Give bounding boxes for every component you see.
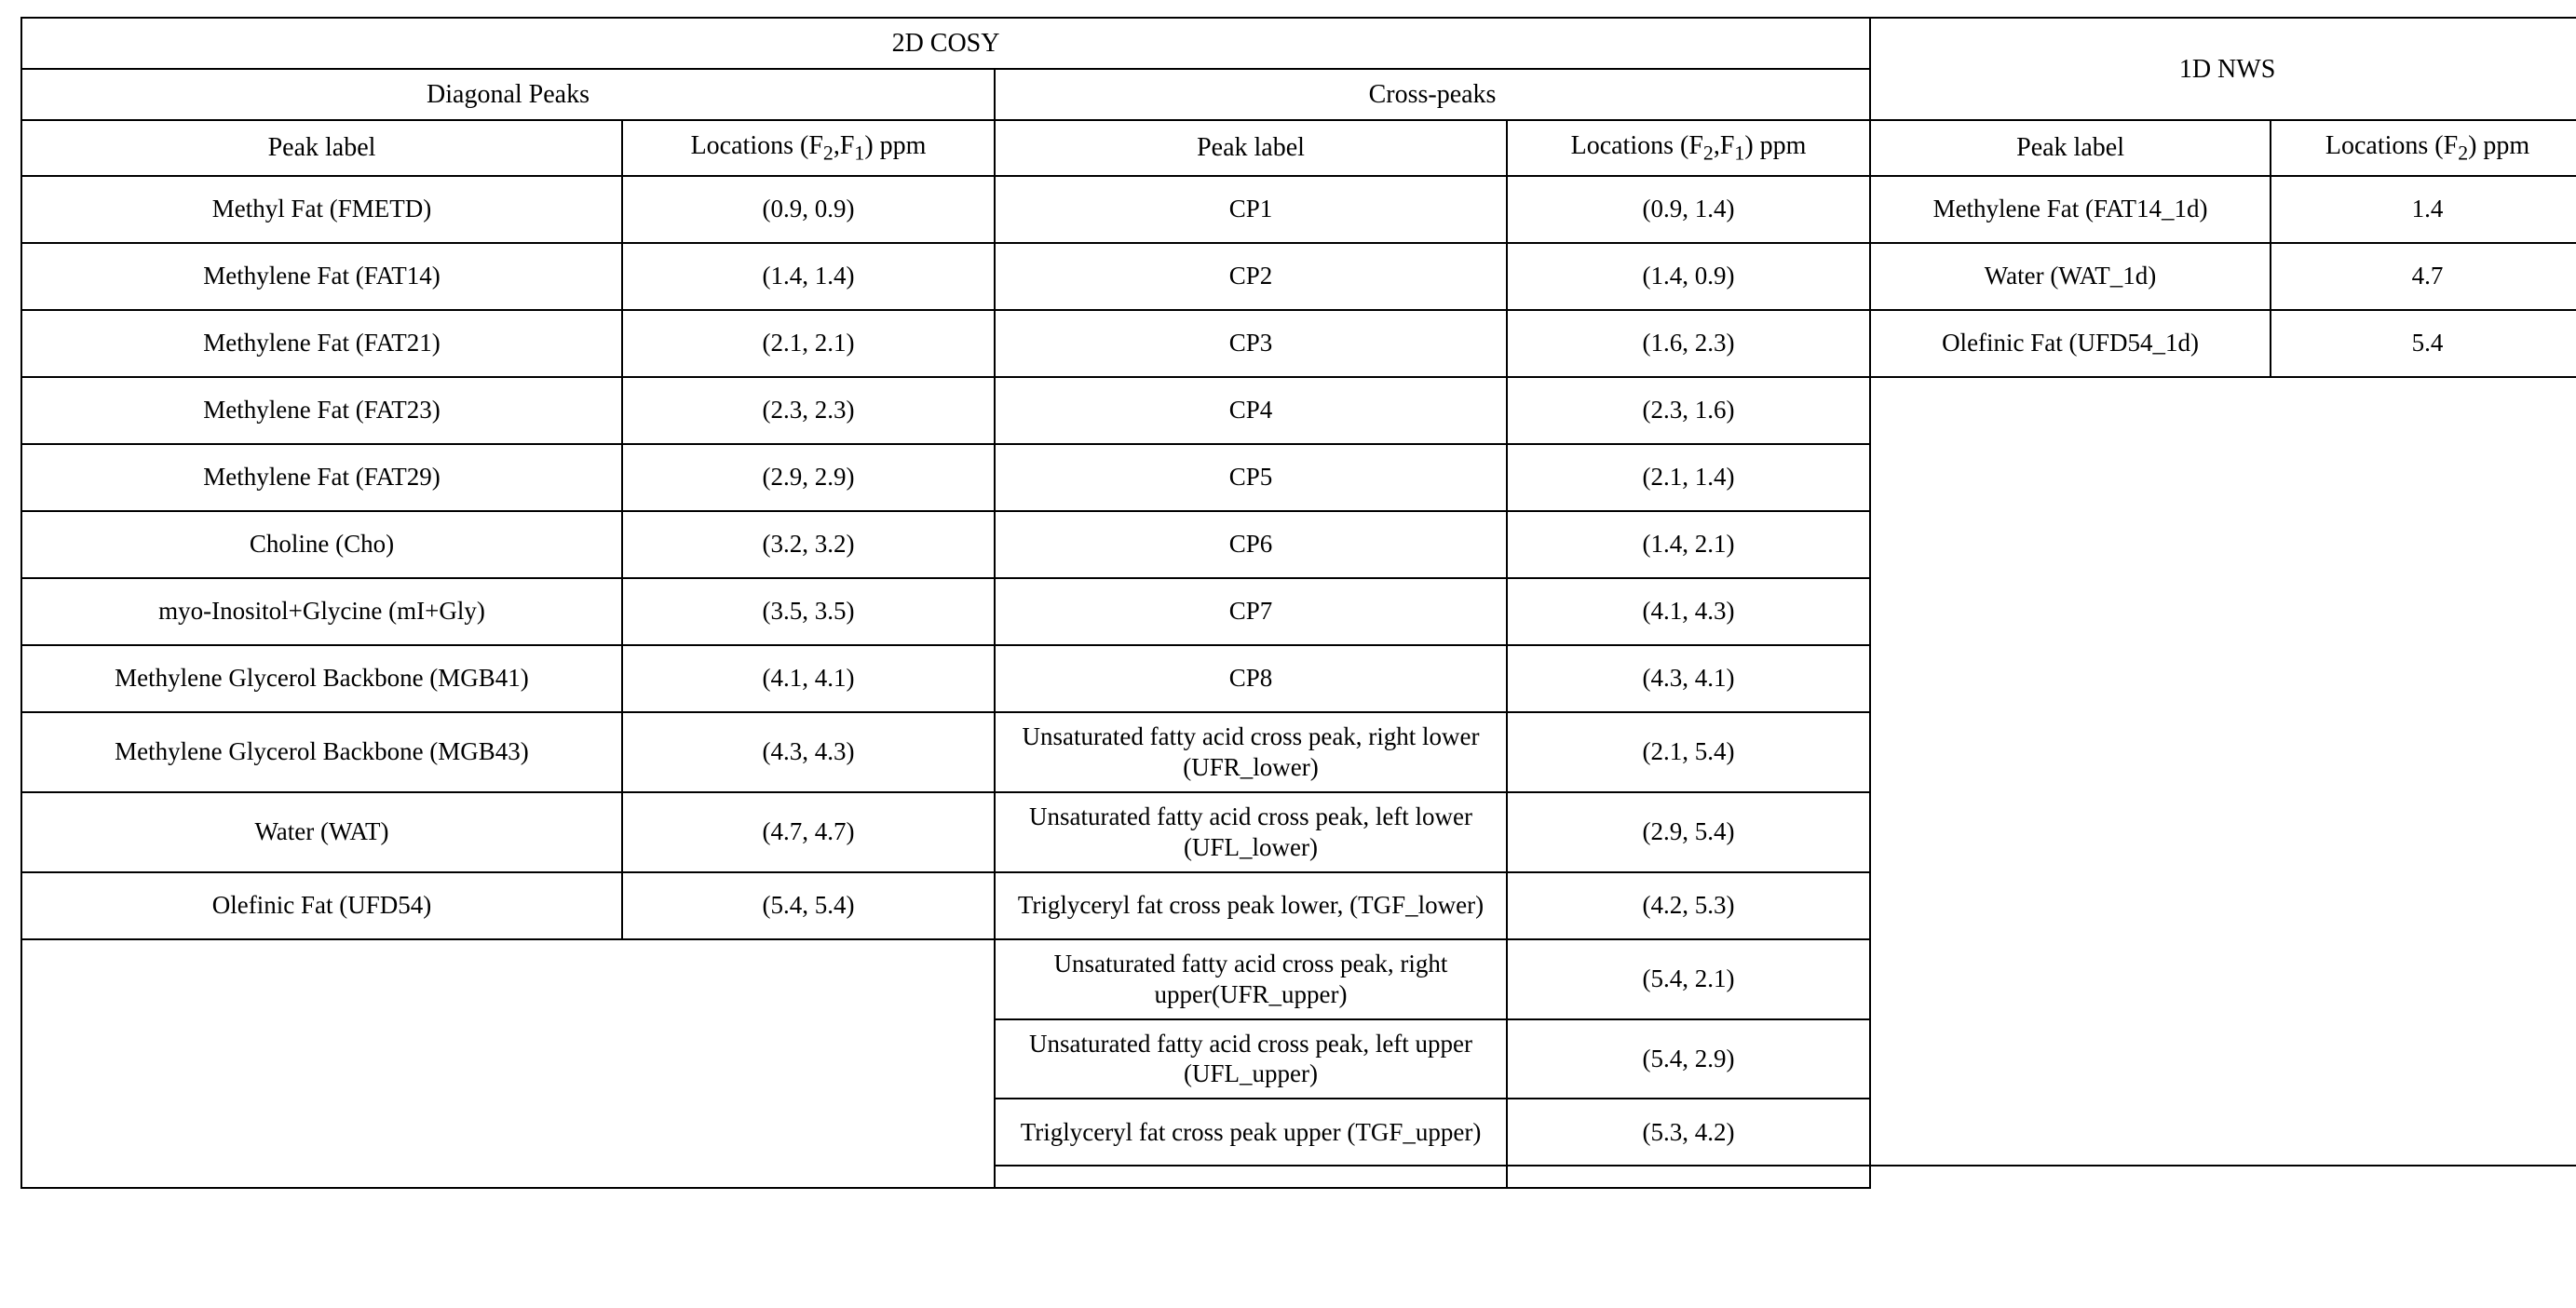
diagonal-peak-label: Olefinic Fat (UFD54) xyxy=(21,872,622,939)
nws-loc-post: ) ppm xyxy=(2468,131,2530,160)
empty-nws-area xyxy=(1870,377,2576,1166)
cross-loc-pre: Locations (F xyxy=(1570,131,1703,160)
cross-peak-label: CP1 xyxy=(995,176,1507,243)
diag-loc-pre: Locations (F xyxy=(690,131,823,160)
cross-peak-label: Unsaturated fatty acid cross peak, left lower (UFL_lower) xyxy=(995,792,1507,872)
nws-loc-sub: 2 xyxy=(2458,142,2469,165)
spacer-cell xyxy=(995,1166,1507,1188)
diag-loc-post: ) ppm xyxy=(864,131,927,160)
diagonal-peak-location: (4.1, 4.1) xyxy=(622,645,995,712)
nws-peak-label: Olefinic Fat (UFD54_1d) xyxy=(1870,310,2271,377)
diagonal-peak-location: (2.1, 2.1) xyxy=(622,310,995,377)
column-header-nws-locations xyxy=(2271,120,2576,176)
cross-loc-mid: ,F xyxy=(1713,131,1735,160)
diagonal-peak-location: (5.4, 5.4) xyxy=(622,872,995,939)
diagonal-peak-label: Methylene Glycerol Backbone (MGB43) xyxy=(21,712,622,792)
diagonal-peak-label: myo-Inositol+Glycine (mI+Gly) xyxy=(21,578,622,645)
cross-peak-label: CP5 xyxy=(995,444,1507,511)
diag-loc-sub1: 2 xyxy=(822,142,834,165)
cross-peak-location: (5.4, 2.1) xyxy=(1507,939,1870,1019)
diagonal-peak-label: Methylene Fat (FAT29) xyxy=(21,444,622,511)
cross-loc-sub1: 2 xyxy=(1702,142,1714,165)
cross-peak-label: CP4 xyxy=(995,377,1507,444)
cross-peak-location: (1.6, 2.3) xyxy=(1507,310,1870,377)
table-row xyxy=(21,243,2576,310)
cross-peak-label: Triglyceryl fat cross peak lower, (TGF_lower) xyxy=(995,872,1507,939)
nws-peak-label: Water (WAT_1d) xyxy=(1870,243,2271,310)
diagonal-peak-location: (4.7, 4.7) xyxy=(622,792,995,872)
spacer-cell xyxy=(1507,1166,1870,1188)
diagonal-peak-location: (1.4, 1.4) xyxy=(622,243,995,310)
column-header-diagonal-peak-label: Peak label xyxy=(21,120,622,176)
cross-peak-label: CP3 xyxy=(995,310,1507,377)
nws-peak-label: Methylene Fat (FAT14_1d) xyxy=(1870,176,2271,243)
diagonal-peak-label: Water (WAT) xyxy=(21,792,622,872)
table-header-columns xyxy=(21,120,2576,176)
cross-peak-location: (1.4, 0.9) xyxy=(1507,243,1870,310)
diagonal-peak-location: (3.5, 3.5) xyxy=(622,578,995,645)
diagonal-peak-location: (0.9, 0.9) xyxy=(622,176,995,243)
group-header-2d-cosy: 2D COSY xyxy=(21,18,1870,69)
diagonal-peak-location: (2.9, 2.9) xyxy=(622,444,995,511)
cross-peak-location: (4.1, 4.3) xyxy=(1507,578,1870,645)
table-row xyxy=(21,176,2576,243)
group-header-1d-nws: 1D NWS xyxy=(1870,18,2576,120)
subgroup-header-cross-peaks: Cross-peaks xyxy=(995,69,1870,120)
cross-peak-label: Unsaturated fatty acid cross peak, right upper(UFR_upper) xyxy=(995,939,1507,1019)
cross-peak-label: Triglyceryl fat cross peak upper (TGF_upper) xyxy=(995,1099,1507,1166)
cross-loc-post: ) ppm xyxy=(1744,131,1807,160)
cross-peak-location: (2.1, 5.4) xyxy=(1507,712,1870,792)
diagonal-peak-label: Methylene Glycerol Backbone (MGB41) xyxy=(21,645,622,712)
diagonal-peak-location: (3.2, 3.2) xyxy=(622,511,995,578)
cross-peak-location: (2.9, 5.4) xyxy=(1507,792,1870,872)
nws-peak-location: 1.4 xyxy=(2271,176,2576,243)
cross-peak-location: (0.9, 1.4) xyxy=(1507,176,1870,243)
diagonal-peak-label: Methylene Fat (FAT23) xyxy=(21,377,622,444)
diagonal-peak-location: (4.3, 4.3) xyxy=(622,712,995,792)
cross-peak-location: (5.3, 4.2) xyxy=(1507,1099,1870,1166)
cross-peak-label: CP8 xyxy=(995,645,1507,712)
diagonal-peak-label: Methylene Fat (FAT14) xyxy=(21,243,622,310)
table-row xyxy=(21,310,2576,377)
column-header-cross-locations xyxy=(1507,120,1870,176)
column-header-cross-peak-label: Peak label xyxy=(995,120,1507,176)
diagonal-peak-location: (2.3, 2.3) xyxy=(622,377,995,444)
nmr-peaks-table xyxy=(20,17,2576,1189)
cross-peak-location: (4.3, 4.1) xyxy=(1507,645,1870,712)
cross-peak-label: Unsaturated fatty acid cross peak, right lower (UFR_lower) xyxy=(995,712,1507,792)
diagonal-peak-label: Methylene Fat (FAT21) xyxy=(21,310,622,377)
cross-peak-location: (2.1, 1.4) xyxy=(1507,444,1870,511)
cross-peak-location: (5.4, 2.9) xyxy=(1507,1019,1870,1099)
cross-loc-sub2: 1 xyxy=(1734,142,1745,165)
cross-peak-location: (4.2, 5.3) xyxy=(1507,872,1870,939)
cross-peak-location: (2.3, 1.6) xyxy=(1507,377,1870,444)
cross-peak-label: CP2 xyxy=(995,243,1507,310)
empty-diagonal-area xyxy=(21,939,995,1189)
diagonal-peak-label: Choline (Cho) xyxy=(21,511,622,578)
table-header-groups xyxy=(21,18,2576,69)
cross-peak-label: CP7 xyxy=(995,578,1507,645)
nws-peak-location: 4.7 xyxy=(2271,243,2576,310)
cross-peak-location: (1.4, 2.1) xyxy=(1507,511,1870,578)
diagonal-peak-label: Methyl Fat (FMETD) xyxy=(21,176,622,243)
cross-peak-label: CP6 xyxy=(995,511,1507,578)
subgroup-header-diagonal-peaks: Diagonal Peaks xyxy=(21,69,995,120)
diag-loc-mid: ,F xyxy=(833,131,855,160)
cross-peak-label: Unsaturated fatty acid cross peak, left upper (UFL_upper) xyxy=(995,1019,1507,1099)
diag-loc-sub2: 1 xyxy=(854,142,865,165)
nws-peak-location: 5.4 xyxy=(2271,310,2576,377)
column-header-diagonal-locations xyxy=(622,120,995,176)
column-header-nws-peak-label: Peak label xyxy=(1870,120,2271,176)
nws-loc-pre: Locations (F xyxy=(2325,131,2459,160)
table-row xyxy=(21,377,2576,444)
